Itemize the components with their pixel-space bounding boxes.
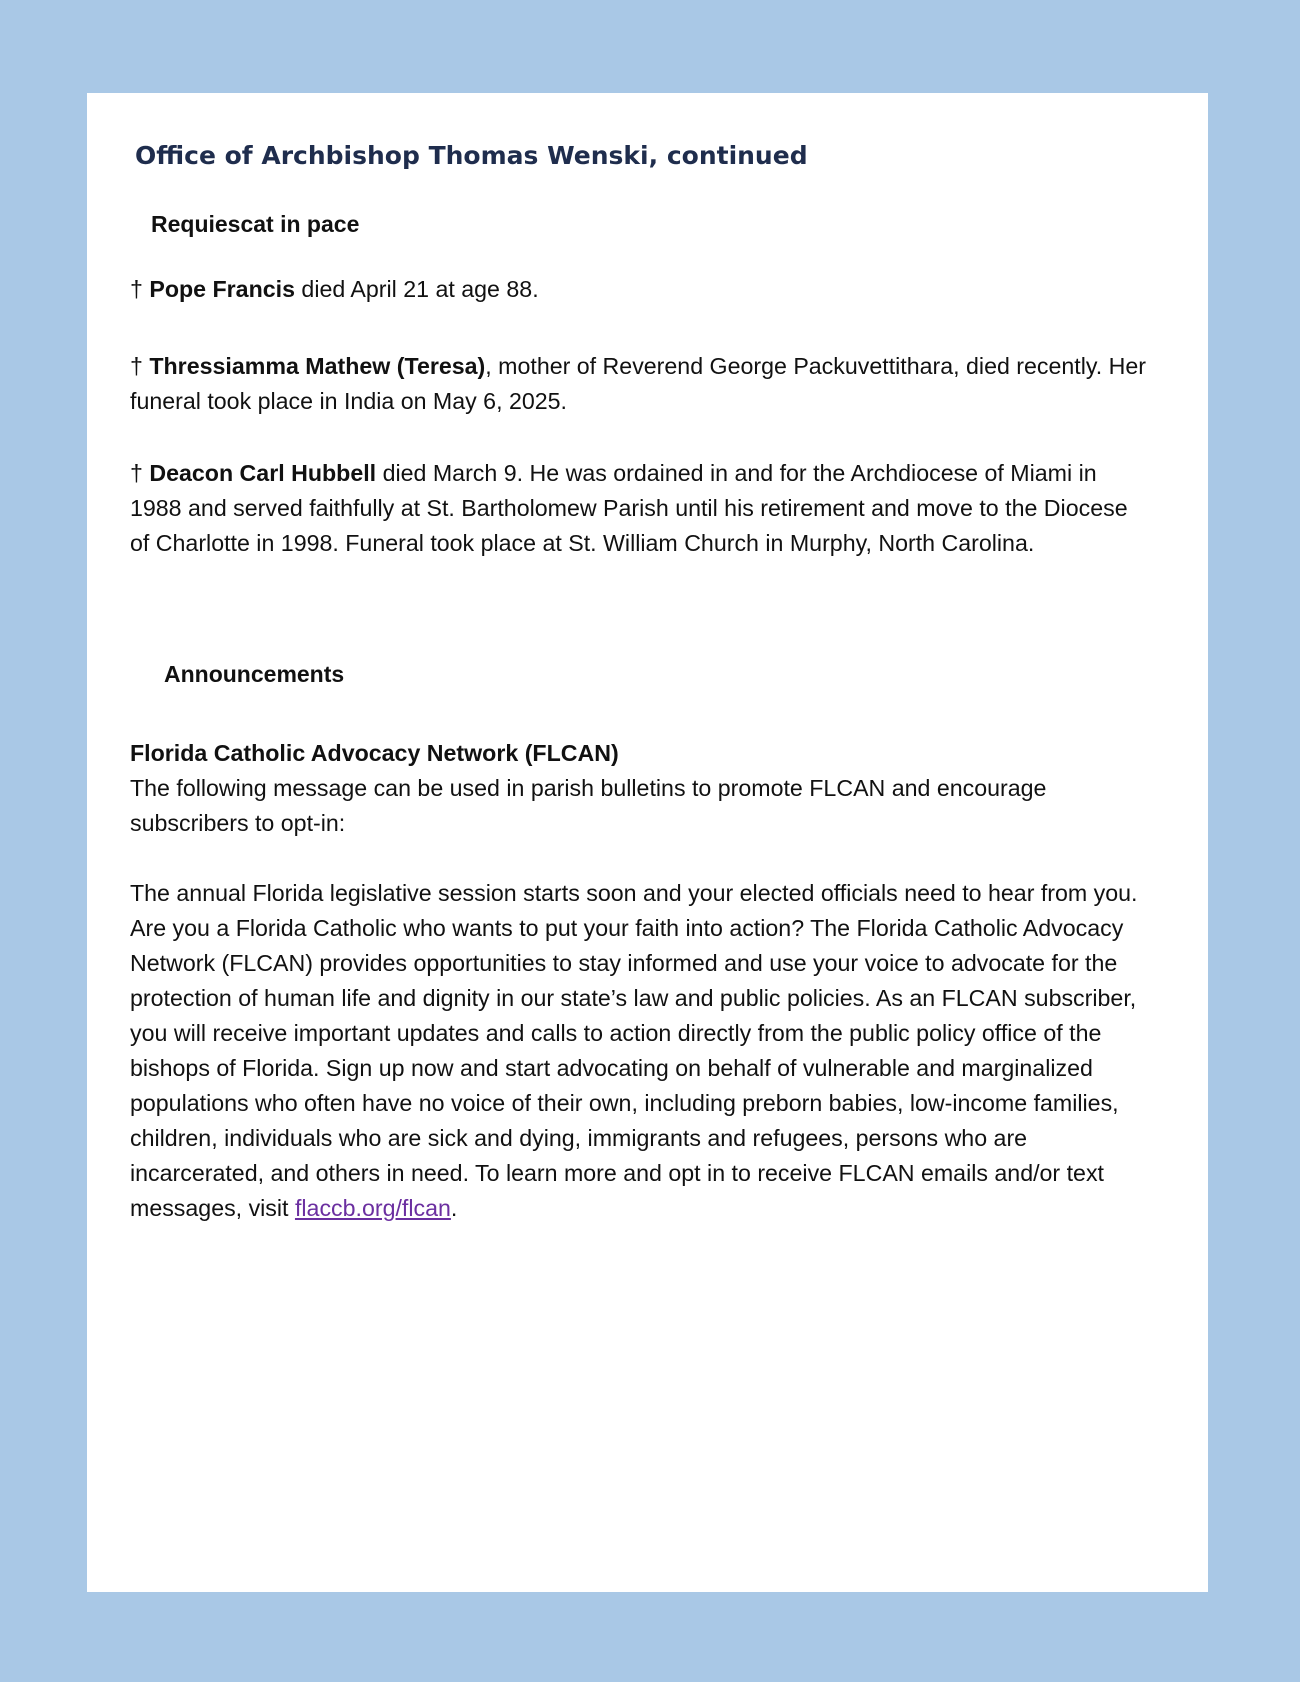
flcan-intro-text: The following message can be used in parish bulletins to promote FLCAN and encourage subscribers to opt-in:	[130, 775, 1047, 836]
flcan-title: Florida Catholic Advocacy Network (FLCAN)	[130, 740, 619, 766]
obituary-thressiamma-mathew	[130, 349, 1150, 419]
flcan-end-punct: .	[450, 1195, 458, 1221]
obituary-name: Thressiamma Mathew (Teresa)	[149, 353, 486, 379]
bulletin-page	[87, 93, 1208, 1592]
page-title: Office of Archbishop Thomas Wenski, continued	[135, 141, 808, 170]
flcan-body	[130, 876, 1150, 1226]
cross-marker: †	[130, 460, 143, 486]
obituary-name: Pope Francis	[149, 276, 295, 302]
flcan-intro	[130, 736, 1150, 841]
flcan-body-text: The annual Florida legislative session starts soon and your elected officials need to hear from you. Are you a Florida Catholic who wants to put your faith into action? The Florida Catholic Advocacy Network (FLCAN) provides opportunities to stay informed and use your voice to advocate for the protection of human life and dignity in our state’s law and public policies. As an FLCAN subscriber, you will receive important updates and calls to action directly from the public policy office of the bishops of Florida. Sign up now and start advocating on behalf of vulnerable and marginalized populations who often have no voice of their own, including preborn babies, low-income families, children, individuals who are sick and dying, immigrants and refugees, persons who are incarcerated, and others in need. To learn more and opt in to receive FLCAN emails and/or text messages, visit	[130, 880, 1138, 1221]
obituary-text: died March 9. He was ordained in and for the Archdiocese of Miami in 1988 and served faithfully at St. Bartholomew Parish until his retirement and move to the Diocese of Charlotte in 1998. Funeral took place at St. William Church in Murphy, North Carolina.	[130, 460, 1128, 556]
announcements-heading: Announcements	[164, 661, 345, 687]
requiescat-heading: Requiescat in pace	[151, 211, 360, 237]
obituary-text: , mother of Reverend George Packuvettithara, died recently. Her funeral took place in India on May 6, 2025.	[130, 353, 1147, 414]
obituary-text: died April 21 at age 88.	[294, 276, 539, 302]
obituary-name: Deacon Carl Hubbell	[149, 460, 377, 486]
flcan-link[interactable]: flaccb.org/flcan	[294, 1195, 451, 1221]
obituary-pope-francis	[130, 272, 1150, 307]
cross-marker: †	[130, 353, 143, 379]
cross-marker: †	[130, 276, 143, 302]
obituary-carl-hubbell	[130, 456, 1150, 561]
